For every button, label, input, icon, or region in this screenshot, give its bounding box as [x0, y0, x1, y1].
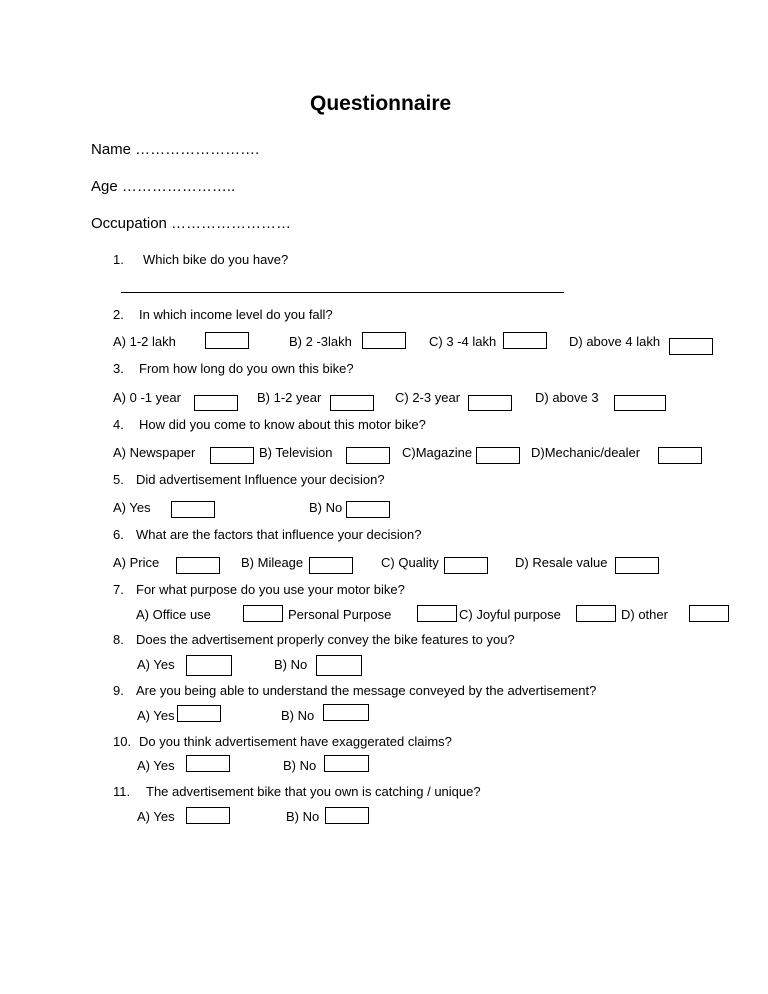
q7-option-b: Personal Purpose — [288, 607, 392, 622]
question-4-number: 4. — [113, 417, 124, 432]
question-7-number: 7. — [113, 582, 124, 597]
question-9-text: Are you being able to understand the message conveyed by the advertisement? — [136, 683, 597, 698]
q8-option-yes: A) Yes — [137, 657, 175, 672]
q6-checkbox-b[interactable] — [309, 557, 353, 574]
q11-checkbox-yes[interactable] — [186, 807, 230, 824]
q6-option-b: B) Mileage — [241, 555, 304, 570]
q5-checkbox-yes[interactable] — [171, 501, 215, 518]
q2-option-b: B) 2 -3lakh — [289, 334, 352, 349]
q10-checkbox-no[interactable] — [324, 755, 369, 772]
question-7-text: For what purpose do you use your motor bike? — [136, 582, 405, 597]
q4-checkbox-c[interactable] — [476, 447, 520, 464]
q3-checkbox-c[interactable] — [468, 395, 512, 411]
q5-option-yes: A) Yes — [113, 500, 151, 515]
question-10-number: 10. — [113, 734, 132, 749]
q3-option-c: C) 2-3 year — [395, 390, 461, 405]
question-8-text: Does the advertisement properly convey the bike features to you? — [136, 632, 515, 647]
occupation-field: Occupation …………………… — [91, 215, 292, 232]
q10-checkbox-yes[interactable] — [186, 755, 230, 772]
q9-checkbox-no[interactable] — [323, 704, 369, 721]
q2-checkbox-b[interactable] — [362, 332, 406, 349]
q4-checkbox-d[interactable] — [658, 447, 702, 464]
q8-checkbox-yes[interactable] — [186, 655, 232, 676]
q2-checkbox-c[interactable] — [503, 332, 547, 349]
age-field: Age ………………….. — [91, 178, 236, 195]
question-1-number: 1. — [113, 252, 124, 267]
q3-option-d: D) above 3 — [535, 390, 599, 405]
q6-checkbox-c[interactable] — [444, 557, 488, 574]
q2-option-a: A) 1-2 lakh — [113, 334, 176, 349]
q2-option-c: C) 3 -4 lakh — [429, 334, 497, 349]
q9-option-yes: A) Yes — [137, 708, 175, 723]
q4-option-d: D)Mechanic/dealer — [531, 445, 641, 460]
q3-option-b: B) 1-2 year — [257, 390, 322, 405]
q1-answer-line[interactable] — [121, 292, 564, 293]
question-2-text: In which income level do you fall? — [139, 307, 333, 322]
q3-checkbox-d[interactable] — [614, 395, 666, 411]
q4-checkbox-b[interactable] — [346, 447, 390, 464]
q11-option-no: B) No — [286, 809, 320, 824]
question-5-text: Did advertisement Influence your decision? — [136, 472, 385, 487]
q5-checkbox-no[interactable] — [346, 501, 390, 518]
name-field: Name ……………………. — [91, 141, 260, 158]
q8-checkbox-no[interactable] — [316, 655, 362, 676]
q4-checkbox-a[interactable] — [210, 447, 254, 464]
q6-option-c: C) Quality — [381, 555, 439, 570]
q7-option-c: C) Joyful purpose — [459, 607, 561, 622]
q4-option-a: A) Newspaper — [113, 445, 196, 460]
question-11-text: The advertisement bike that you own is catching / unique? — [146, 784, 481, 799]
question-10-text: Do you think advertisement have exaggerated claims? — [139, 734, 452, 749]
q4-option-c: C)Magazine — [402, 445, 473, 460]
q10-option-no: B) No — [283, 758, 317, 773]
q6-option-a: A) Price — [113, 555, 160, 570]
q11-checkbox-no[interactable] — [325, 807, 369, 824]
q7-option-d: D) other — [621, 607, 668, 622]
q7-checkbox-a[interactable] — [243, 605, 283, 622]
question-11-number: 11. — [113, 784, 131, 799]
page-title: Questionnaire — [310, 92, 452, 115]
question-3-number: 3. — [113, 361, 124, 376]
q7-option-a: A) Office use — [136, 607, 211, 622]
question-9-number: 9. — [113, 683, 124, 698]
question-6-number: 6. — [113, 527, 124, 542]
question-4-text: How did you come to know about this motor bike? — [139, 417, 426, 432]
question-6-text: What are the factors that influence your decision? — [136, 527, 422, 542]
question-5-number: 5. — [113, 472, 124, 487]
question-2-number: 2. — [113, 307, 124, 322]
q7-checkbox-d[interactable] — [689, 605, 729, 622]
q7-checkbox-c[interactable] — [576, 605, 616, 622]
q6-option-d: D) Resale value — [515, 555, 608, 570]
q7-checkbox-b[interactable] — [417, 605, 457, 622]
question-3-text: From how long do you own this bike? — [139, 361, 354, 376]
q4-option-b: B) Television — [259, 445, 333, 460]
question-1-text: Which bike do you have? — [143, 252, 289, 267]
q2-checkbox-a[interactable] — [205, 332, 249, 349]
q5-option-no: B) No — [309, 500, 343, 515]
question-8-number: 8. — [113, 632, 124, 647]
q10-option-yes: A) Yes — [137, 758, 175, 773]
q6-checkbox-a[interactable] — [176, 557, 220, 574]
q2-checkbox-d[interactable] — [669, 338, 713, 355]
q9-option-no: B) No — [281, 708, 315, 723]
q3-option-a: A) 0 -1 year — [113, 390, 181, 405]
q2-option-d: D) above 4 lakh — [569, 334, 661, 349]
q11-option-yes: A) Yes — [137, 809, 175, 824]
q3-checkbox-b[interactable] — [330, 395, 374, 411]
q9-checkbox-yes[interactable] — [177, 705, 221, 722]
q6-checkbox-d[interactable] — [615, 557, 659, 574]
q8-option-no: B) No — [274, 657, 308, 672]
q3-checkbox-a[interactable] — [194, 395, 238, 411]
